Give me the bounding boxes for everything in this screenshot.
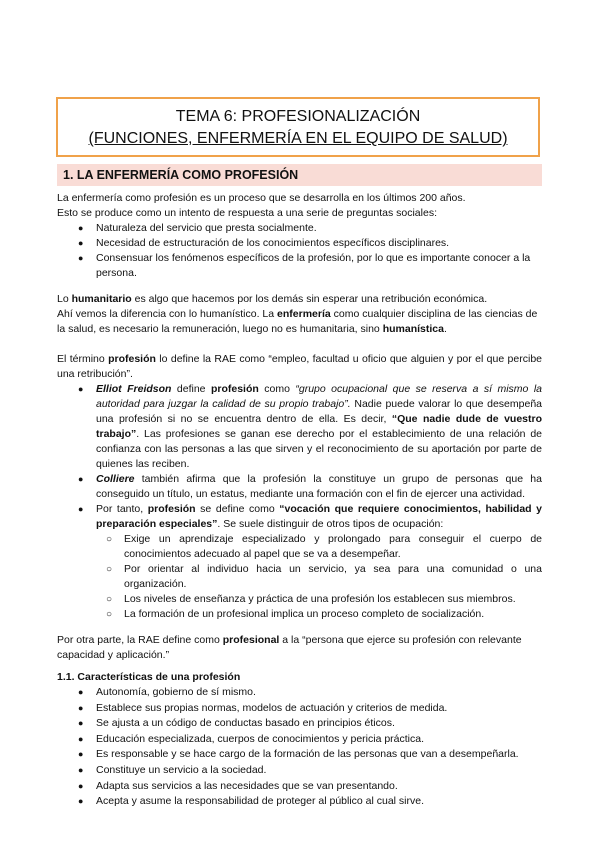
bullet-dot: ● — [78, 504, 84, 514]
list-item: Se ajusta a un código de conductas basado en principios éticos. — [96, 717, 395, 730]
title-line-2: (FUNCIONES, ENFERMERÍA EN EL EQUIPO DE SALUD) — [88, 130, 508, 147]
bullet-dot: ● — [78, 796, 84, 807]
bullet-dot: ● — [78, 780, 84, 791]
humanitario-paragraph: Lo humanitario es algo que hacemos por los demás sin esperar una retribución económica. Ahí vemos la diferencia con lo humanístico. La enfermería como cualquier disciplina de las ciencias de la salud, es necesario la remuneración, luego no es humanitaria, sino humanística. — [57, 293, 538, 335]
list-item: Adapta sus servicios a las necesidades que se van presentando. — [96, 779, 398, 792]
sub-bullet-circle: ○ — [106, 609, 113, 620]
list-item: Acepta y asume la responsabilidad de proteger al público al cual sirve. — [96, 795, 425, 808]
list-item: Consensuar los fenómenos específicos de la profesión, por lo que es importante conocer a la persona. — [96, 252, 531, 279]
bullet-dot: ● — [78, 749, 84, 760]
sub-bullet-circle: ○ — [106, 564, 113, 575]
bullet-dot: ● — [78, 253, 84, 263]
list-item: Constituye un servicio a la sociedad. — [96, 764, 267, 776]
bullet-dot: ● — [78, 223, 84, 233]
title-line-1: TEMA 6: PROFESIONALIZACIÓN — [175, 108, 421, 125]
section-heading: 1. LA ENFERMERÍA COMO PROFESIÓN — [57, 164, 542, 186]
profesion-definition: El término profesión lo define la RAE como “empleo, facultad u oficio que alguien y por el que percibe una retribución”. — [57, 353, 542, 380]
bullet-dot: ● — [78, 687, 84, 697]
colliere-item: Colliere también afirma que la profesión la constituye un grupo de personas que ha conseguido un título, un estatus, mediante una formación con el fin de ejercer una actividad. — [96, 473, 542, 500]
bullet-dot: ● — [78, 733, 84, 744]
list-item: Es responsable y se hace cargo de la formación de las personas que van a desempeñarla. — [96, 748, 519, 761]
subsection-heading: 1.1. Características de una profesión — [57, 671, 241, 683]
sub-bullet-circle: ○ — [106, 534, 113, 545]
list-item: Autonomía, gobierno de sí mismo. — [96, 686, 256, 698]
bullet-dot: ● — [78, 474, 84, 484]
intro-line-2: Esto se produce como un intento de respuesta a una serie de preguntas sociales: — [57, 207, 437, 219]
list-item: Establece sus propias normas, modelos de actuación y criterios de medida. — [96, 701, 448, 714]
list-item: Naturaleza del servicio que presta socialmente. — [96, 222, 317, 234]
list-item: Necesidad de estructuración de los conocimientos específicos disciplinares. — [96, 237, 450, 249]
bullet-dot: ● — [78, 238, 84, 248]
bullet-dot: ● — [78, 384, 84, 394]
bullet-dot: ● — [78, 765, 84, 775]
sub-list-item: Por orientar al individuo hacia un servicio, ya sea para una comunidad o una organización. — [124, 563, 542, 590]
sub-list-item: Exige un aprendizaje especializado y prolongado para conseguir el cuerpo de conocimientos adecuado al papel que se va a desempeñar. — [124, 533, 542, 560]
sub-bullet-circle: ○ — [106, 594, 113, 605]
profesional-paragraph: Por otra parte, la RAE define como profesional a la “persona que ejerce su profesión con relevante capacidad y aplicación.” — [57, 634, 522, 661]
freidson-item: Elliot Freidson define profesión como “grupo ocupacional que se reserva a sí mismo la autoridad para juzgar la calidad de su propio trabajo”. Nadie puede valorar lo que desempeña una profesión si no se encuentra dentro de ella. Es decir, “Que nadie dude de vuestro trabajo”. Las profesiones se ganan ese derecho por el establecimiento de una relación de confianza con las personas a las que sirven y el reconocimiento de su aportación por parte de quienes las reciben. — [96, 383, 543, 470]
bullet-dot: ● — [78, 718, 84, 729]
title-box — [56, 97, 540, 157]
portanto-item: Por tanto, profesión se define como “vocación que requiere conocimientos, habilidad y preparación especiales”. Se suele distinguir de otros tipos de ocupación: — [96, 503, 542, 530]
list-item: Educación especializada, cuerpos de conocimientos y pericia práctica. — [96, 732, 425, 745]
sub-list-item: La formación de un profesional implica un proceso completo de socialización. — [124, 608, 485, 620]
bullet-dot: ● — [78, 702, 84, 713]
sub-list-item: Los niveles de enseñanza y práctica de una profesión los establecen sus miembros. — [124, 593, 516, 605]
intro-line-1: La enfermería como profesión es un proceso que se desarrolla en los últimos 200 años. — [57, 192, 466, 204]
